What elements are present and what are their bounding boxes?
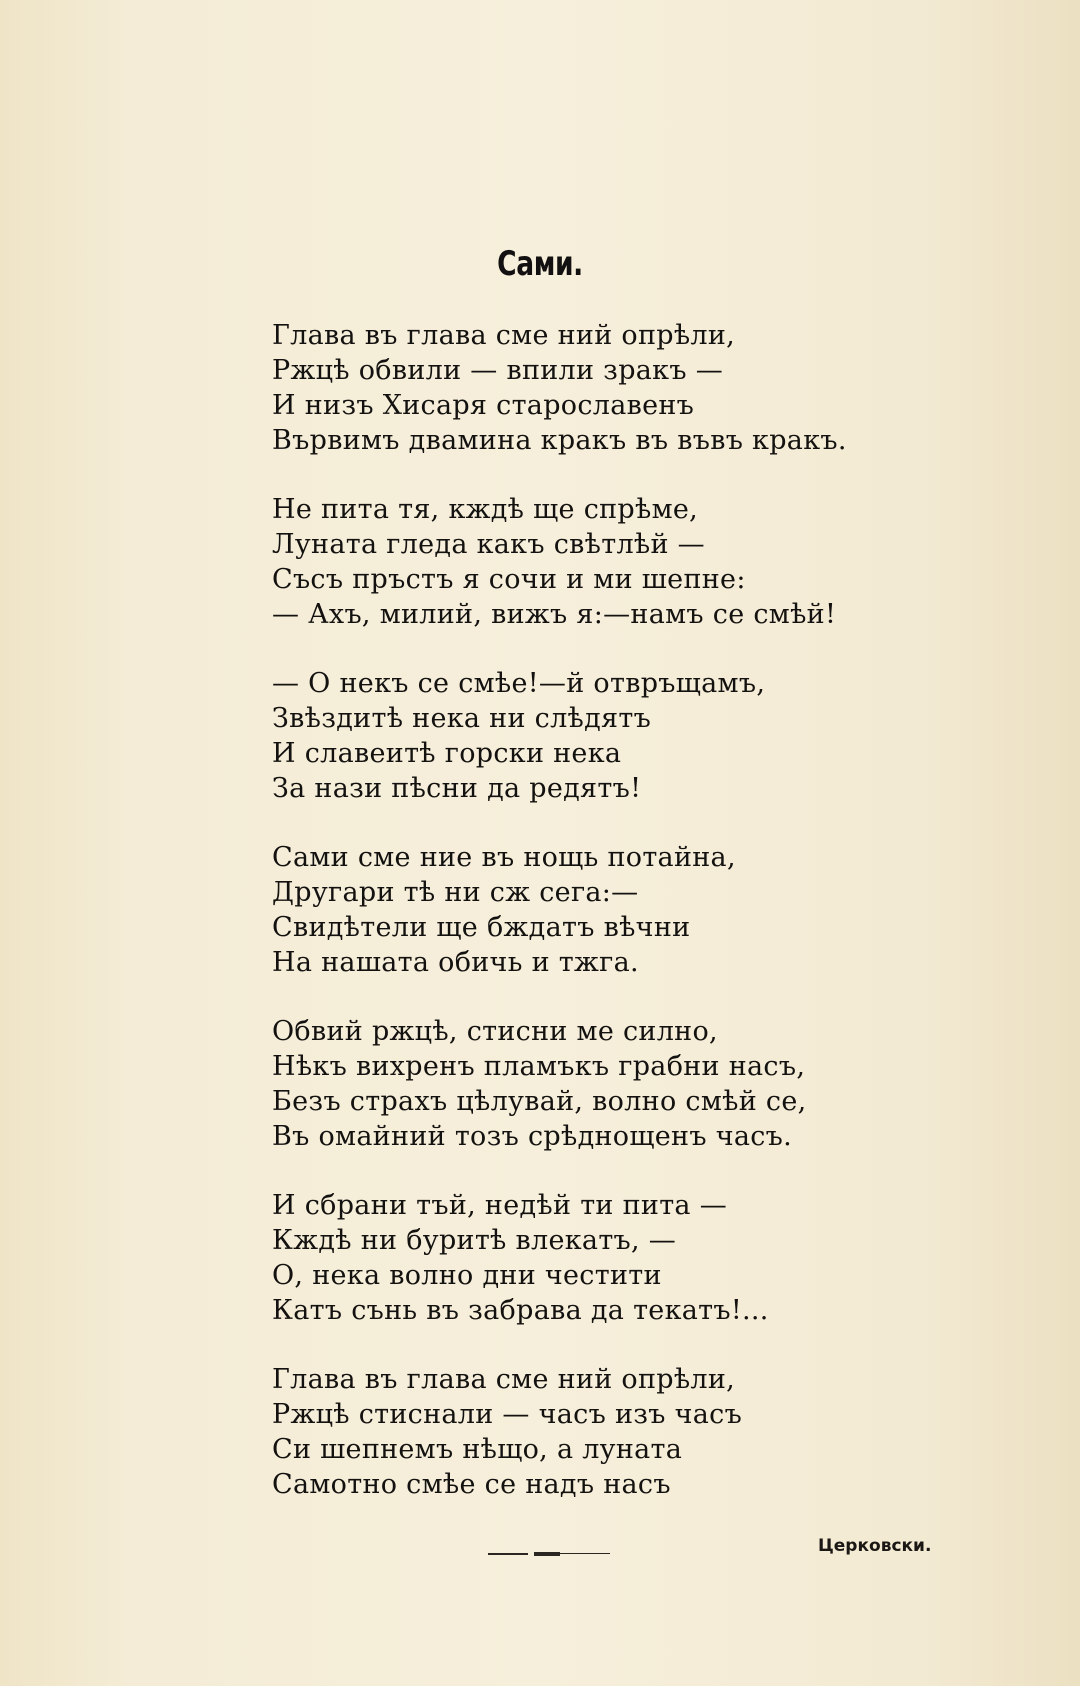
stanza-4 (272, 840, 1032, 980)
end-rule-center (534, 1552, 560, 1556)
poem-line: Не пита тя, кждѣ ще спрѣме, (272, 494, 699, 525)
poem-line: Ржцѣ стиснали — часъ изъ часъ (272, 1399, 743, 1430)
poem-line: — О некъ се смѣе!—й отвръщамъ, (272, 668, 766, 699)
poem-line: Сами сме ние въ нощь потайна, (272, 842, 736, 873)
poem-line: И славеитѣ горски нека (272, 738, 622, 769)
poem-line: Въ омайний тозъ срѣднощенъ часъ. (272, 1121, 793, 1152)
poem-line: Самотно смѣе се надъ насъ (272, 1469, 671, 1500)
poem-line: На нашата обичь и тжга. (272, 947, 639, 978)
poem-line: Луната гледа какъ свѣтлѣй — (272, 529, 705, 560)
poem-body (272, 318, 1032, 1536)
poem-line: Си шепнемъ нѣщо, а луната (272, 1434, 683, 1465)
stanza-5 (272, 1014, 1032, 1154)
poem-line: За нази пѣсни да редятъ! (272, 773, 642, 804)
author-signature: Церковски. (818, 1536, 932, 1556)
end-rule-left (488, 1553, 528, 1555)
stanza-3 (272, 666, 1032, 806)
stanza-6 (272, 1188, 1032, 1328)
stanza-1 (272, 318, 1032, 458)
poem-title: Сами. (497, 244, 583, 284)
poem-line: Ржцѣ обвили — впили зракъ — (272, 355, 724, 386)
poem-line: — Ахъ, милий, вижъ я:—намъ се смѣй! (272, 599, 837, 630)
poem-line: И низъ Хисаря старославенъ (272, 390, 695, 421)
poem-line: Обвий ржцѣ, стисни ме силно, (272, 1016, 718, 1047)
end-rule-right (560, 1553, 610, 1554)
poem-line: Безъ страхъ цѣлувай, волно смѣй се, (272, 1086, 807, 1117)
poem-line: Нѣкъ вихренъ пламъкъ грабни насъ, (272, 1051, 806, 1082)
poem-line: Вървимъ двамина кракъ въ въвъ кракъ. (272, 425, 847, 456)
poem-line: Съсъ пръстъ я сочи и ми шепне: (272, 564, 746, 595)
poem-line: Глава въ глава сме ний опрѣли, (272, 320, 736, 351)
poem-line: Звѣздитѣ нека ни слѣдятъ (272, 703, 652, 734)
poem-line: Катъ сънь въ забрава да текатъ!... (272, 1295, 769, 1326)
poem-line: Глава въ глава сме ний опрѣли, (272, 1364, 736, 1395)
poem-line: Кждѣ ни буритѣ влекатъ, — (272, 1225, 677, 1256)
stanza-2 (272, 492, 1032, 632)
poem-line: Свидѣтели ще бждатъ вѣчни (272, 912, 691, 943)
poem-line: И сбрани тъй, недѣй ти пита — (272, 1190, 728, 1221)
poem-line: О, нека волно дни честити (272, 1260, 662, 1291)
poem-line: Другари тѣ ни сж сега:— (272, 877, 639, 908)
stanza-7 (272, 1362, 1032, 1502)
